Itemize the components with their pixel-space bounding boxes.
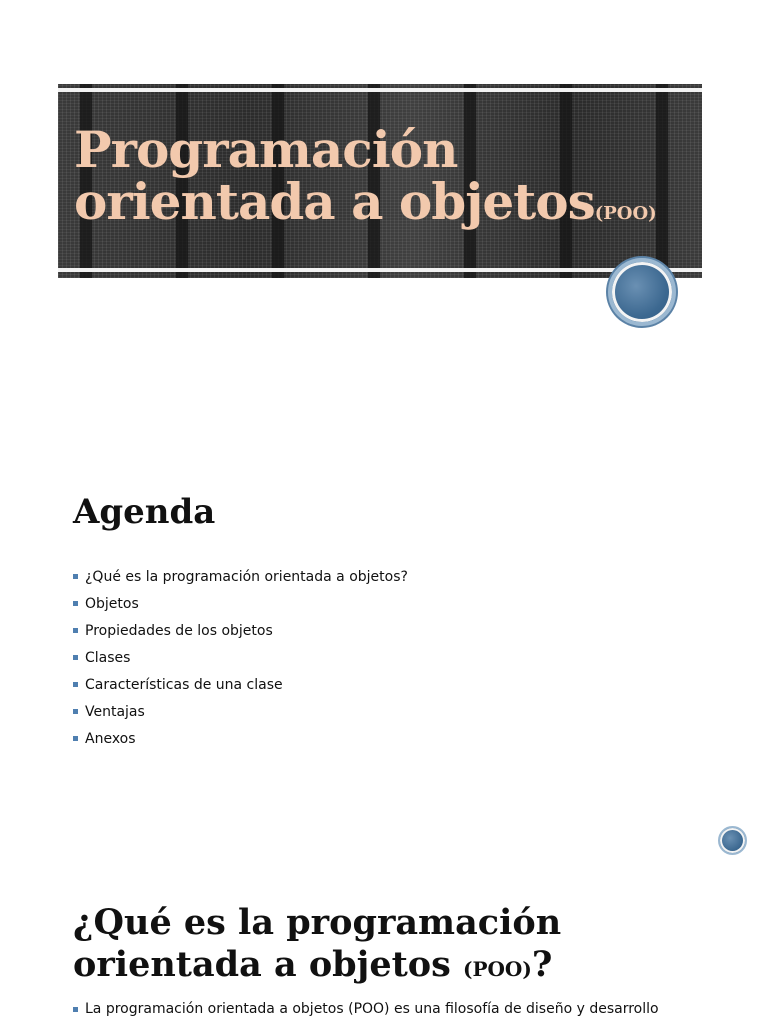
agenda-item [73, 647, 408, 674]
agenda-item [73, 593, 408, 620]
agenda-item-label: Objetos [85, 596, 139, 612]
bullet-icon [73, 655, 78, 660]
bullet-icon [73, 709, 78, 714]
section-heading-line-1: ¿Qué es la programación [73, 902, 562, 943]
agenda-item-label: Ventajas [85, 704, 145, 720]
presentation-title [74, 120, 714, 240]
agenda-item-label: Características de una clase [85, 677, 283, 693]
agenda-item-label: ¿Qué es la programación orientada a objetos? [85, 569, 408, 585]
agenda-list [73, 566, 408, 755]
title-line-2 [74, 172, 714, 240]
bullet-icon [73, 601, 78, 606]
bullet-icon [73, 1007, 78, 1012]
bullet-icon [73, 682, 78, 687]
section-heading-suffix: (POO) [463, 957, 532, 981]
section-heading-end: ? [531, 944, 553, 985]
agenda-item [73, 566, 408, 593]
section-heading [73, 902, 713, 990]
banner-bottom-rule [58, 268, 702, 272]
agenda-item [73, 620, 408, 647]
bullet-icon [73, 628, 78, 633]
agenda-item-label: Anexos [85, 731, 136, 747]
title-suffix: (POO) [594, 203, 657, 224]
agenda-heading: Agenda [73, 492, 216, 532]
agenda-item [73, 674, 408, 701]
banner-top-rule [58, 88, 702, 92]
agenda-item [73, 701, 408, 728]
section-heading-line-2-text: orientada a objetos [73, 944, 451, 985]
title-line-1: Programación [74, 120, 458, 179]
agenda-item-label: Propiedades de los objetos [85, 623, 273, 639]
decorative-circle-icon [608, 258, 676, 326]
decorative-circle-small-icon [718, 826, 747, 855]
bullet-icon [73, 574, 78, 579]
agenda-item-label: Clases [85, 650, 131, 666]
section-body [73, 1000, 696, 1018]
title-line-2-text: orientada a objetos [74, 172, 595, 231]
title-banner [58, 84, 702, 278]
bullet-icon [73, 736, 78, 741]
agenda-item [73, 728, 408, 755]
section-heading-line-2 [73, 944, 713, 990]
section-body-text: La programación orientada a objetos (POO) es una filosofía de diseño y desarrollo [85, 1001, 659, 1017]
